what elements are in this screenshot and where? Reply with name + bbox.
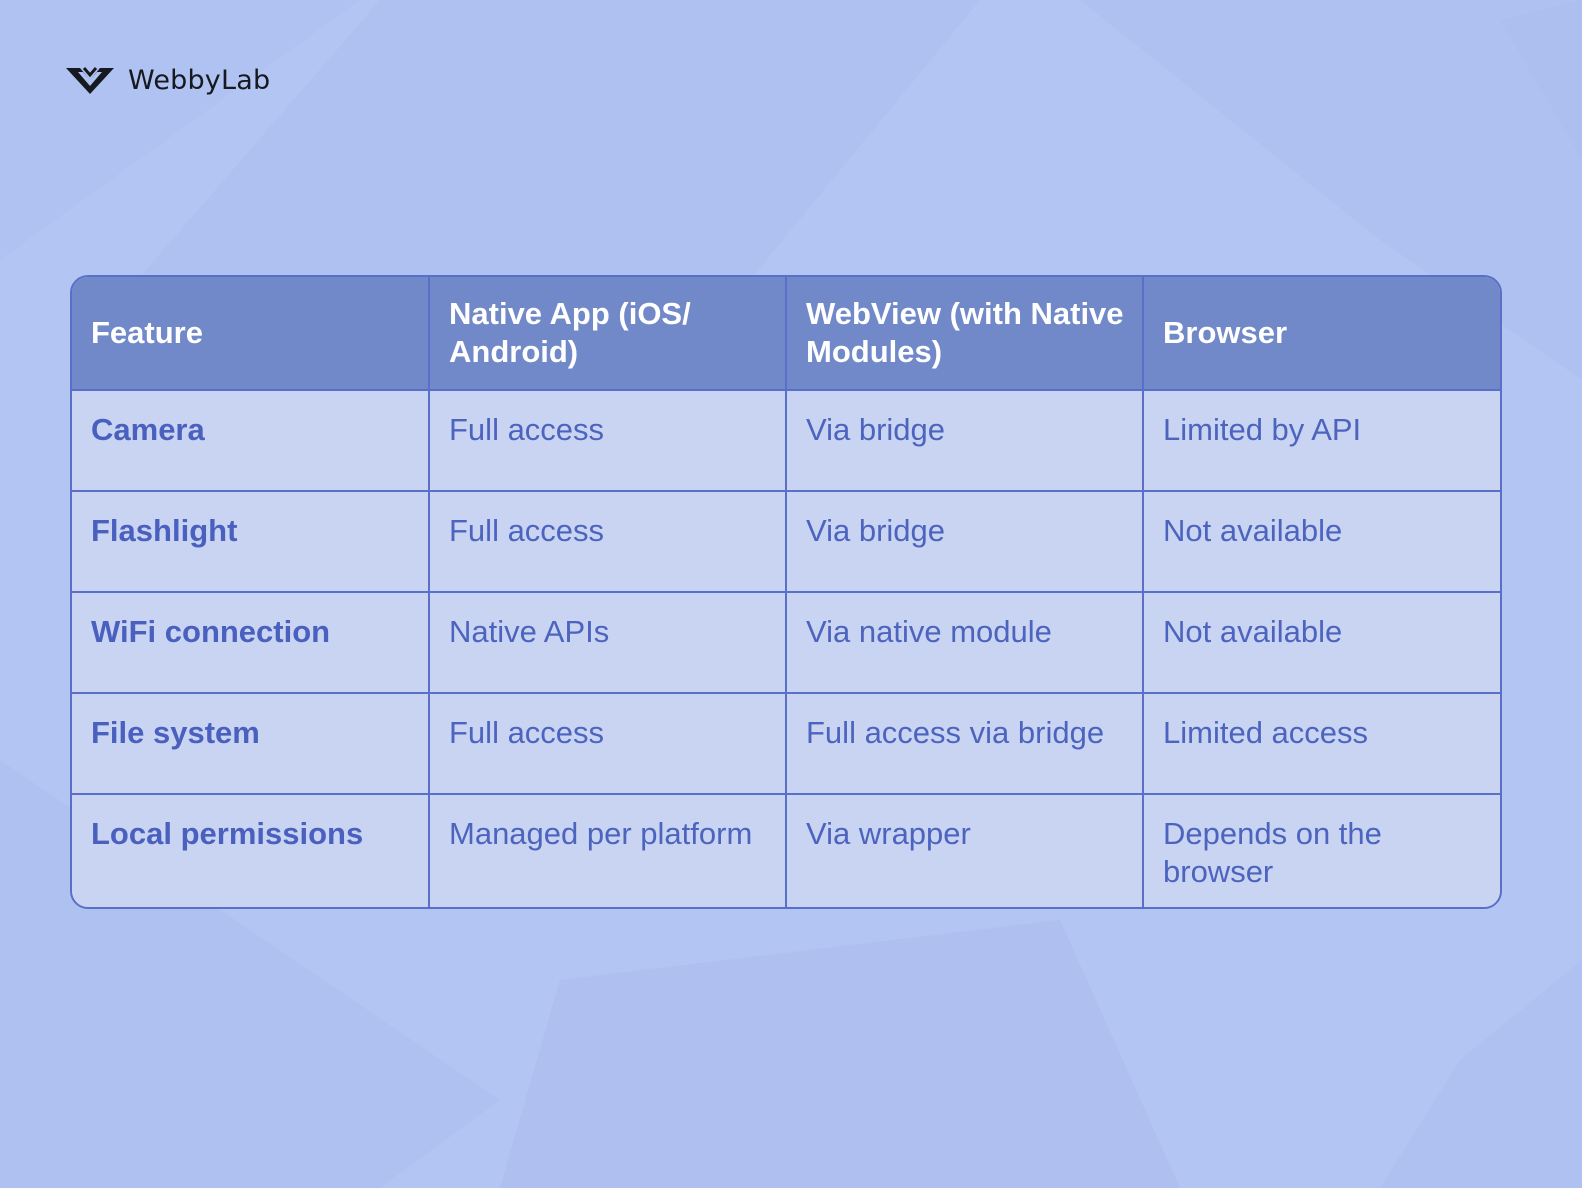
webview-cell: Full access via bridge bbox=[786, 693, 1143, 794]
header-webview: WebView (with Native Modules) bbox=[786, 277, 1143, 390]
webview-cell: Via wrapper bbox=[786, 794, 1143, 907]
feature-table bbox=[72, 277, 1500, 907]
browser-cell: Not available bbox=[1143, 592, 1500, 693]
table-row bbox=[72, 491, 1500, 592]
native-app-cell: Full access bbox=[429, 693, 786, 794]
feature-cell: Local permissions bbox=[72, 794, 429, 907]
feature-cell: WiFi connection bbox=[72, 592, 429, 693]
native-app-cell: Native APIs bbox=[429, 592, 786, 693]
table-row bbox=[72, 693, 1500, 794]
header-browser: Browser bbox=[1143, 277, 1500, 390]
native-app-cell: Managed per platform bbox=[429, 794, 786, 907]
brand-logo bbox=[64, 62, 270, 98]
native-app-cell: Full access bbox=[429, 390, 786, 491]
brand-name: WebbyLab bbox=[128, 64, 271, 96]
browser-cell: Depends on the browser bbox=[1143, 794, 1500, 907]
webbylab-w-mark-icon bbox=[64, 62, 116, 98]
table-header-row bbox=[72, 277, 1500, 390]
comparison-table bbox=[70, 275, 1502, 909]
feature-cell: Flashlight bbox=[72, 491, 429, 592]
header-feature: Feature bbox=[72, 277, 429, 390]
table-row bbox=[72, 794, 1500, 907]
webview-cell: Via bridge bbox=[786, 390, 1143, 491]
table-row bbox=[72, 390, 1500, 491]
header-native-app: Native App (iOS/ Android) bbox=[429, 277, 786, 390]
browser-cell: Limited access bbox=[1143, 693, 1500, 794]
feature-cell: File system bbox=[72, 693, 429, 794]
webview-cell: Via native module bbox=[786, 592, 1143, 693]
native-app-cell: Full access bbox=[429, 491, 786, 592]
browser-cell: Not available bbox=[1143, 491, 1500, 592]
table-row bbox=[72, 592, 1500, 693]
browser-cell: Limited by API bbox=[1143, 390, 1500, 491]
feature-cell: Camera bbox=[72, 390, 429, 491]
webview-cell: Via bridge bbox=[786, 491, 1143, 592]
